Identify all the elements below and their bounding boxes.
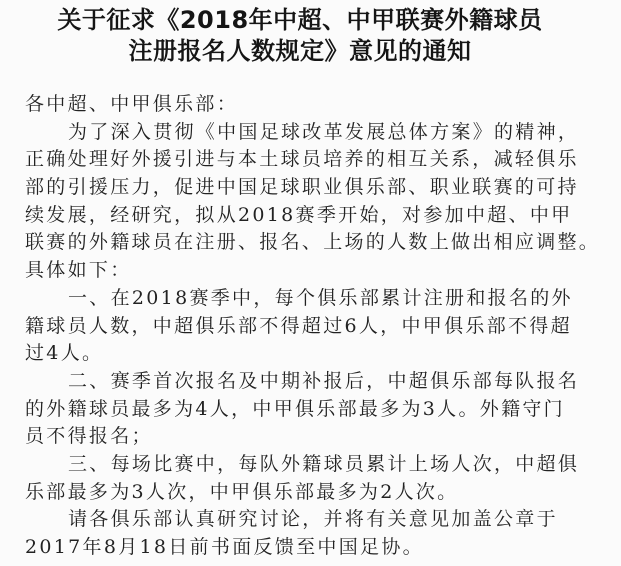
document-title-line-2: 注册报名人数规定》意见的通知 bbox=[128, 37, 472, 65]
rule-1-line: 一、在2018赛季中，每个俱乐部累计注册和报名的外 bbox=[68, 286, 573, 309]
rule-1-line: 籍球员人数，中超俱乐部不得超过6人，中甲俱乐部不得超 bbox=[25, 314, 572, 337]
salutation: 各中超、中甲俱乐部： bbox=[25, 93, 239, 115]
paragraph-intro-line: 部的引援压力，促进中国足球职业俱乐部、职业联赛的可持 bbox=[25, 176, 579, 199]
paragraph-intro-line: 续发展，经研究，拟从2018赛季开始，对参加中超、中甲 bbox=[25, 203, 573, 226]
paragraph-intro-line: 正确处理好外援引进与本土球员培养的相互关系，减轻俱乐 bbox=[25, 148, 579, 171]
rule-3-line: 三、每场比赛中，每队外籍球员累计上场人次，中超俱 bbox=[68, 452, 580, 475]
rule-1-line: 过4人。 bbox=[25, 342, 104, 365]
document-body bbox=[25, 91, 601, 562]
paragraph-intro-line: 具体如下： bbox=[25, 259, 132, 282]
closing-line: 2017年8月18日前书面反馈至中国足协。 bbox=[25, 536, 424, 558]
rule-2-line: 二、赛季首次报名及中期补报后，中超俱乐部每队报名 bbox=[68, 369, 580, 392]
rule-2-line: 的外籍球员最多为4人，中甲俱乐部最多为3人。外籍守门 bbox=[25, 397, 565, 420]
document-title-line-1: 关于征求《2018年中超、中甲联赛外籍球员 bbox=[57, 6, 543, 34]
rule-3-line: 乐部最多为3人次，中甲俱乐部最多为2人次。 bbox=[25, 480, 459, 503]
closing-line: 请各俱乐部认真研究讨论，并将有关意见加盖公章于 bbox=[68, 508, 558, 531]
rule-2-line: 员不得报名； bbox=[25, 425, 153, 448]
paragraph-intro-line: 联赛的外籍球员在注册、报名、上场的人数上做出相应调整。 bbox=[25, 231, 601, 254]
paragraph-intro-line: 为了深入贯彻《中国足球改革发展总体方案》的精神， bbox=[68, 120, 580, 143]
